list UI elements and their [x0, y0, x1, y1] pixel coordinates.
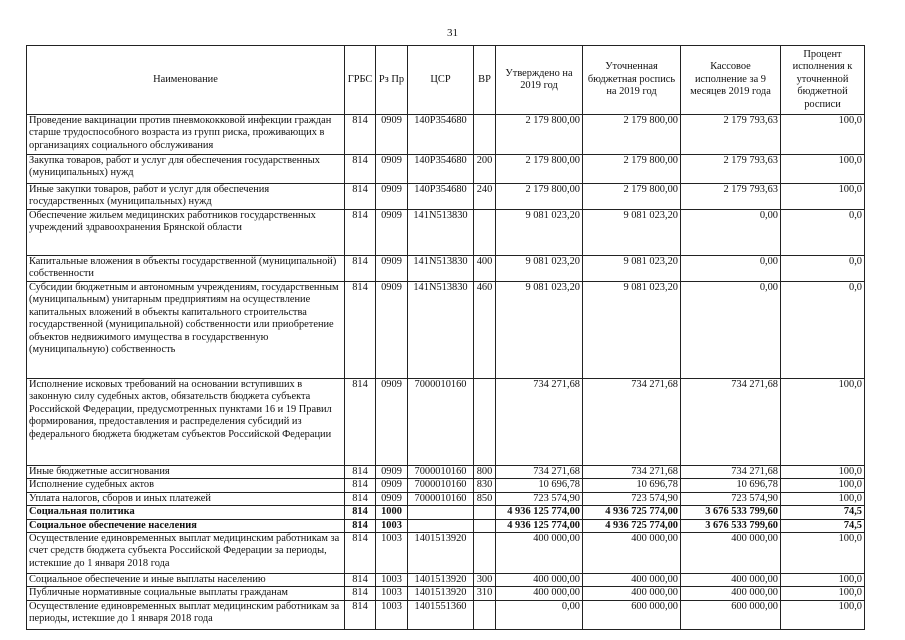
- cell-approved: 2 179 800,00: [496, 155, 583, 184]
- page-number: 31: [447, 27, 458, 39]
- cell-vr: [474, 519, 496, 532]
- table-row: [27, 466, 865, 479]
- cell-percent: 100,0: [781, 466, 865, 479]
- cell-rzpr: 1003: [376, 519, 408, 532]
- header-executed: Кассовое исполнение за 9 месяцев 2019 года: [681, 46, 781, 115]
- cell-refined: 600 000,00: [583, 600, 681, 629]
- cell-vr: [474, 115, 496, 155]
- cell-grbs: 814: [345, 587, 376, 600]
- cell-percent: 0,0: [781, 256, 865, 282]
- cell-refined: 734 271,68: [583, 466, 681, 479]
- cell-refined: 9 081 023,20: [583, 210, 681, 256]
- cell-vr: 830: [474, 479, 496, 492]
- header-csr: ЦСР: [408, 46, 474, 115]
- cell-grbs: 814: [345, 256, 376, 282]
- cell-vr: 800: [474, 466, 496, 479]
- cell-vr: 850: [474, 492, 496, 505]
- cell-vr: [474, 600, 496, 629]
- cell-grbs: 814: [345, 210, 376, 256]
- cell-name: Иные закупки товаров, работ и услуг для обеспечения государственных (муниципальных) нужд: [27, 184, 345, 210]
- header-percent: Процент исполнения к уточненной бюджетной росписи: [781, 46, 865, 115]
- cell-approved: 734 271,68: [496, 379, 583, 466]
- cell-grbs: 814: [345, 479, 376, 492]
- cell-vr: [474, 210, 496, 256]
- cell-name: Капитальные вложения в объекты государственной (муниципальной) собственности: [27, 256, 345, 282]
- cell-name: Социальное обеспечение населения: [27, 519, 345, 532]
- cell-executed: 723 574,90: [681, 492, 781, 505]
- cell-csr: 140P354680: [408, 115, 474, 155]
- cell-name: Уплата налогов, сборов и иных платежей: [27, 492, 345, 505]
- cell-approved: 400 000,00: [496, 533, 583, 574]
- cell-grbs: 814: [345, 574, 376, 587]
- cell-executed: 2 179 793,63: [681, 115, 781, 155]
- cell-grbs: 814: [345, 379, 376, 466]
- cell-approved: 4 936 125 774,00: [496, 519, 583, 532]
- cell-vr: 400: [474, 256, 496, 282]
- cell-refined: 734 271,68: [583, 379, 681, 466]
- cell-csr: [408, 506, 474, 519]
- cell-vr: 460: [474, 282, 496, 379]
- cell-approved: 400 000,00: [496, 587, 583, 600]
- cell-refined: 9 081 023,20: [583, 282, 681, 379]
- cell-refined: 400 000,00: [583, 587, 681, 600]
- cell-name: Субсидии бюджетным и автономным учреждениям, государственным (муниципальным) унитарным предприятиям на осуществление капитальных вложений в объекты капитального строительства государственной (муниципальной) собственности или приобретение объектов недвижимого имущества в государственную (муниципальную) собственность: [27, 282, 345, 379]
- cell-csr: [408, 519, 474, 532]
- cell-grbs: 814: [345, 600, 376, 629]
- cell-name: Осуществление единовременных выплат медицинским работникам за счет средств бюджета субъекта Российской Федерации за периоды, истекшие до 1 января 2018 года: [27, 533, 345, 574]
- cell-csr: 7000010160: [408, 379, 474, 466]
- cell-percent: 100,0: [781, 479, 865, 492]
- header-refined: Уточненная бюджетная роспись на 2019 год: [583, 46, 681, 115]
- cell-refined: 400 000,00: [583, 574, 681, 587]
- cell-rzpr: 0909: [376, 115, 408, 155]
- cell-approved: 4 936 125 774,00: [496, 506, 583, 519]
- table-row: [27, 574, 865, 587]
- cell-executed: 3 676 533 799,60: [681, 506, 781, 519]
- cell-rzpr: 0909: [376, 256, 408, 282]
- cell-executed: 0,00: [681, 256, 781, 282]
- cell-name: Исполнение судебных актов: [27, 479, 345, 492]
- table-row: [27, 533, 865, 574]
- table-body: [27, 115, 865, 630]
- header-rzpr: Рз Пр: [376, 46, 408, 115]
- cell-grbs: 814: [345, 506, 376, 519]
- cell-csr: 7000010160: [408, 479, 474, 492]
- table-row: [27, 506, 865, 519]
- cell-approved: 9 081 023,20: [496, 256, 583, 282]
- cell-rzpr: 1003: [376, 574, 408, 587]
- cell-approved: 2 179 800,00: [496, 115, 583, 155]
- cell-name: Исполнение исковых требований на основании вступивших в законную силу судебных актов, обязательств бюджета субъекта Российской Федерации, предусмотренных пунктами 16 и 19 Правил формирования, предоставления и распределения субсидий из федерального бюджета бюджетам субъектов Российской Федерации: [27, 379, 345, 466]
- cell-percent: 100,0: [781, 533, 865, 574]
- cell-executed: 3 676 533 799,60: [681, 519, 781, 532]
- cell-percent: 100,0: [781, 184, 865, 210]
- cell-approved: 734 271,68: [496, 466, 583, 479]
- cell-grbs: 814: [345, 466, 376, 479]
- cell-approved: 0,00: [496, 600, 583, 629]
- header-vr: ВР: [474, 46, 496, 115]
- cell-approved: 9 081 023,20: [496, 282, 583, 379]
- table-row: [27, 115, 865, 155]
- cell-csr: 1401513920: [408, 587, 474, 600]
- cell-executed: 734 271,68: [681, 379, 781, 466]
- cell-csr: 140P354680: [408, 184, 474, 210]
- table-row: [27, 256, 865, 282]
- cell-percent: 100,0: [781, 587, 865, 600]
- cell-csr: 140P354680: [408, 155, 474, 184]
- table-row: [27, 379, 865, 466]
- cell-vr: 200: [474, 155, 496, 184]
- cell-grbs: 814: [345, 282, 376, 379]
- cell-grbs: 814: [345, 519, 376, 532]
- table-row: [27, 587, 865, 600]
- cell-executed: 400 000,00: [681, 574, 781, 587]
- table-row: [27, 519, 865, 532]
- cell-rzpr: 1003: [376, 600, 408, 629]
- cell-rzpr: 0909: [376, 479, 408, 492]
- cell-percent: 100,0: [781, 379, 865, 466]
- cell-csr: 141N513830: [408, 282, 474, 379]
- cell-approved: 2 179 800,00: [496, 184, 583, 210]
- cell-csr: 141N513830: [408, 256, 474, 282]
- cell-executed: 734 271,68: [681, 466, 781, 479]
- cell-percent: 74,5: [781, 506, 865, 519]
- table-row: [27, 155, 865, 184]
- cell-grbs: 814: [345, 155, 376, 184]
- table-row: [27, 210, 865, 256]
- cell-executed: 400 000,00: [681, 533, 781, 574]
- cell-refined: 9 081 023,20: [583, 256, 681, 282]
- cell-approved: 9 081 023,20: [496, 210, 583, 256]
- cell-csr: 1401513920: [408, 533, 474, 574]
- cell-name: Обеспечение жильем медицинских работников государственных учреждений здравоохранения Брянской области: [27, 210, 345, 256]
- cell-vr: [474, 506, 496, 519]
- header-approved: Утверждено на 2019 год: [496, 46, 583, 115]
- cell-executed: 0,00: [681, 210, 781, 256]
- cell-csr: 1401551360: [408, 600, 474, 629]
- cell-name: Иные бюджетные ассигнования: [27, 466, 345, 479]
- cell-executed: 2 179 793,63: [681, 184, 781, 210]
- cell-percent: 100,0: [781, 155, 865, 184]
- cell-grbs: 814: [345, 533, 376, 574]
- cell-rzpr: 0909: [376, 184, 408, 210]
- cell-rzpr: 0909: [376, 210, 408, 256]
- cell-rzpr: 0909: [376, 379, 408, 466]
- cell-rzpr: 0909: [376, 282, 408, 379]
- cell-executed: 600 000,00: [681, 600, 781, 629]
- cell-csr: 141N513830: [408, 210, 474, 256]
- header-grbs: ГРБС: [345, 46, 376, 115]
- table-row: [27, 184, 865, 210]
- cell-name: Социальная политика: [27, 506, 345, 519]
- cell-percent: 100,0: [781, 574, 865, 587]
- cell-percent: 0,0: [781, 282, 865, 379]
- cell-percent: 0,0: [781, 210, 865, 256]
- cell-csr: 7000010160: [408, 492, 474, 505]
- budget-table: [26, 45, 865, 630]
- cell-rzpr: 1003: [376, 587, 408, 600]
- cell-executed: 0,00: [681, 282, 781, 379]
- cell-percent: 100,0: [781, 600, 865, 629]
- cell-percent: 74,5: [781, 519, 865, 532]
- cell-refined: 2 179 800,00: [583, 115, 681, 155]
- cell-executed: 400 000,00: [681, 587, 781, 600]
- cell-rzpr: 1000: [376, 506, 408, 519]
- cell-refined: 4 936 725 774,00: [583, 506, 681, 519]
- cell-grbs: 814: [345, 492, 376, 505]
- cell-approved: 400 000,00: [496, 574, 583, 587]
- cell-vr: 240: [474, 184, 496, 210]
- cell-vr: 310: [474, 587, 496, 600]
- cell-name: Социальное обеспечение и иные выплаты населению: [27, 574, 345, 587]
- cell-refined: 2 179 800,00: [583, 155, 681, 184]
- cell-vr: 300: [474, 574, 496, 587]
- cell-approved: 10 696,78: [496, 479, 583, 492]
- cell-refined: 723 574,90: [583, 492, 681, 505]
- cell-rzpr: 0909: [376, 466, 408, 479]
- cell-percent: 100,0: [781, 492, 865, 505]
- cell-vr: [474, 379, 496, 466]
- cell-refined: 10 696,78: [583, 479, 681, 492]
- cell-grbs: 814: [345, 184, 376, 210]
- cell-name: Осуществление единовременных выплат медицинским работникам за периоды, истекшие до 1 января 2018 года: [27, 600, 345, 629]
- cell-refined: 4 936 725 774,00: [583, 519, 681, 532]
- cell-name: Публичные нормативные социальные выплаты гражданам: [27, 587, 345, 600]
- cell-csr: 7000010160: [408, 466, 474, 479]
- table-row: [27, 479, 865, 492]
- cell-rzpr: 0909: [376, 492, 408, 505]
- table-row: [27, 492, 865, 505]
- cell-approved: 723 574,90: [496, 492, 583, 505]
- cell-name: Проведение вакцинации против пневмококковой инфекции граждан старше трудоспособного возраста из групп риска, проживающих в организациях социального обслуживания: [27, 115, 345, 155]
- header-name: Наименование: [27, 46, 345, 115]
- cell-vr: [474, 533, 496, 574]
- table-row: [27, 600, 865, 629]
- cell-executed: 2 179 793,63: [681, 155, 781, 184]
- cell-refined: 2 179 800,00: [583, 184, 681, 210]
- cell-executed: 10 696,78: [681, 479, 781, 492]
- header-row: [27, 46, 865, 115]
- table-row: [27, 282, 865, 379]
- cell-grbs: 814: [345, 115, 376, 155]
- cell-rzpr: 1003: [376, 533, 408, 574]
- cell-csr: 1401513920: [408, 574, 474, 587]
- cell-percent: 100,0: [781, 115, 865, 155]
- cell-refined: 400 000,00: [583, 533, 681, 574]
- cell-rzpr: 0909: [376, 155, 408, 184]
- cell-name: Закупка товаров, работ и услуг для обеспечения государственных (муниципальных) нужд: [27, 155, 345, 184]
